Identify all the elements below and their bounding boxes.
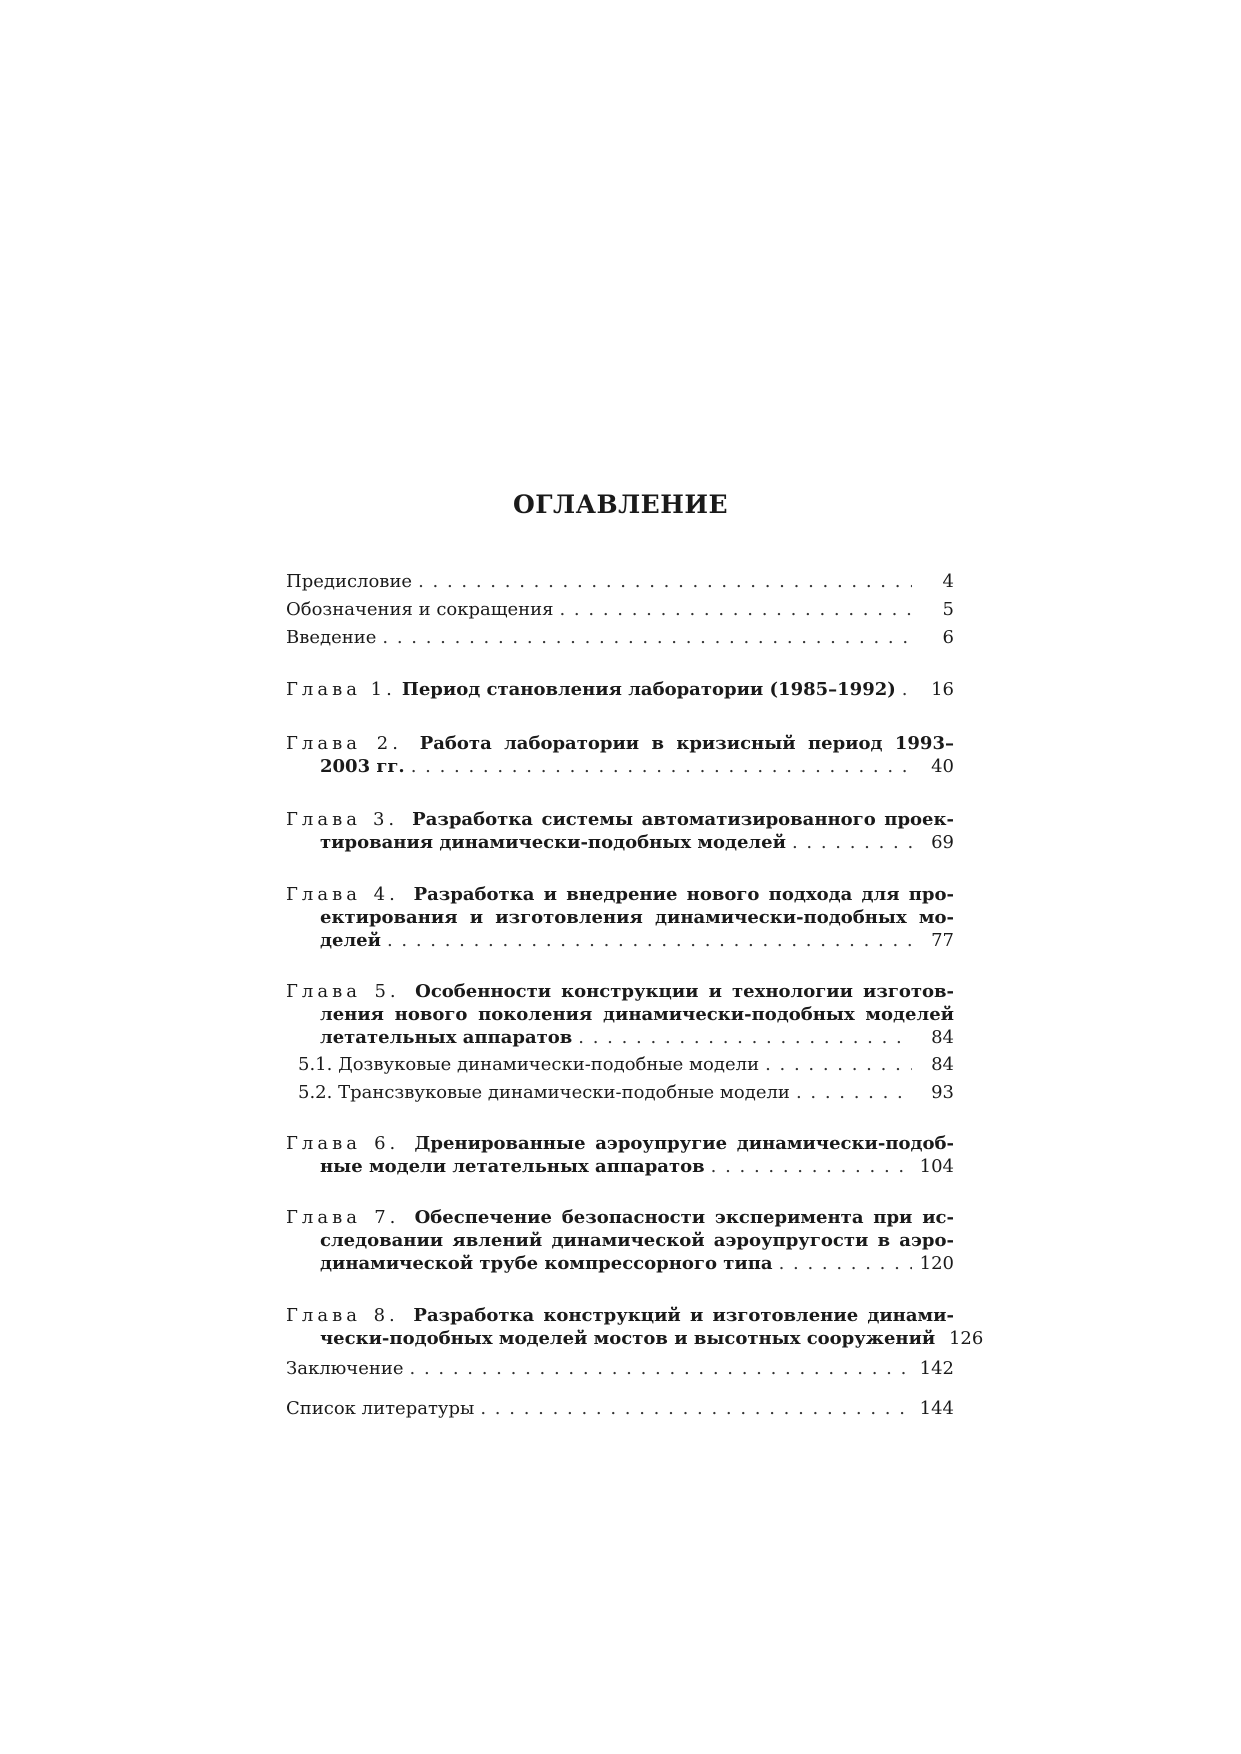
- page-number: 104: [919, 1156, 954, 1177]
- page-number: 142: [919, 1358, 954, 1379]
- leader-dots: [387, 929, 912, 952]
- chapter-title-line: ления нового поколения динамически-подобных моделей: [320, 1004, 954, 1025]
- chapter-prefix: Глава 5.: [286, 981, 400, 1002]
- chapter-title-line: ектирования и изготовления динамически-подобных мо-: [320, 907, 954, 928]
- toc-chapter-4[interactable]: [286, 883, 954, 952]
- leader-dots: [711, 1155, 912, 1178]
- page-number: 69: [931, 832, 954, 853]
- toc-chapter-3[interactable]: [286, 808, 954, 854]
- chapter-title-line: ные модели летательных аппаратов: [320, 1156, 705, 1177]
- chapter-prefix: Глава 8.: [286, 1305, 399, 1326]
- page-number: 120: [919, 1253, 954, 1274]
- leader-dots: [765, 1053, 912, 1076]
- chapter-title-line: Обеспечение безопасности эксперимента при ис-: [414, 1207, 954, 1228]
- toc-entry-label: Предисловие: [286, 571, 413, 592]
- chapter-title-line: летательных аппаратов: [320, 1027, 573, 1048]
- chapter-title-line: Работа лаборатории в кризисный период 1993–: [419, 733, 954, 754]
- chapter-prefix: Глава 2.: [286, 733, 402, 754]
- chapter-title-line: делей: [320, 930, 381, 951]
- toc-chapter-5[interactable]: [286, 980, 954, 1049]
- chapter-title-line: чески-подобных моделей мостов и высотных сооружений: [320, 1328, 936, 1349]
- toc-entry-conclusion[interactable]: [286, 1357, 954, 1380]
- leader-dots: [796, 1081, 912, 1104]
- toc-chapter-7[interactable]: [286, 1206, 954, 1275]
- leader-dots: [480, 1397, 912, 1420]
- toc-section-5-1[interactable]: [286, 1053, 954, 1076]
- chapter-title-line: Период становления лаборатории (1985–1992): [401, 679, 896, 700]
- toc-section-5-2[interactable]: [286, 1081, 954, 1104]
- chapter-title-line: тирования динамически-подобных моделей: [320, 832, 786, 853]
- leader-dots: [559, 598, 912, 621]
- leader-dots: [578, 1026, 912, 1049]
- chapter-title-line: Дренированные аэроупругие динамически-подоб-: [414, 1133, 954, 1154]
- page-number: 4: [942, 571, 954, 592]
- chapter-prefix: Глава 7.: [286, 1207, 400, 1228]
- chapter-prefix: Глава 1.: [286, 679, 396, 700]
- chapter-prefix: Глава 3.: [286, 809, 399, 830]
- page-number: 16: [931, 679, 954, 700]
- chapter-title-line: Разработка и внедрение нового подхода для про-: [413, 884, 954, 905]
- page-number: 77: [931, 930, 954, 951]
- toc-entry-label: Заключение: [286, 1358, 404, 1379]
- toc-entry-preface[interactable]: [286, 570, 954, 593]
- leader-dots: [410, 1357, 912, 1380]
- toc-entry-label: Список литературы: [286, 1398, 475, 1419]
- leader-dots: [792, 831, 912, 854]
- page-number: 126: [948, 1328, 984, 1349]
- chapter-title-line: Особенности конструкции и технологии изготов-: [415, 981, 954, 1002]
- leader-dots: [418, 570, 912, 593]
- toc-entry-label: 5.2. Трансзвуковые динамически-подобные модели: [298, 1082, 790, 1103]
- chapter-title-line: Разработка конструкций и изготовление динами-: [413, 1305, 954, 1326]
- toc-entry-label: 5.1. Дозвуковые динамически-подобные модели: [298, 1054, 760, 1075]
- page-number: 84: [931, 1027, 954, 1048]
- toc-entry-label: Введение: [286, 627, 377, 648]
- page-number: 40: [931, 756, 954, 777]
- page-number: 93: [931, 1082, 954, 1103]
- chapter-title-line: 2003 гг.: [320, 756, 405, 777]
- page-number: 5: [942, 599, 954, 620]
- toc-entry-label: Обозначения и сокращения: [286, 599, 554, 620]
- toc-chapter-1[interactable]: [286, 678, 954, 701]
- toc-entry-notation[interactable]: [286, 598, 954, 621]
- leader-dots: [779, 1252, 912, 1275]
- page-number: 6: [942, 627, 954, 648]
- toc-chapter-8[interactable]: [286, 1304, 984, 1350]
- leader-dots: [411, 755, 912, 778]
- toc-entry-references[interactable]: [286, 1397, 954, 1420]
- chapter-title-line: следовании явлений динамической аэроупругости в аэро-: [320, 1230, 954, 1251]
- page-number: 144: [919, 1398, 954, 1419]
- leader-dots: [382, 626, 912, 649]
- toc-chapter-6[interactable]: [286, 1132, 954, 1178]
- page-title: ОГЛАВЛЕНИЕ: [512, 490, 729, 519]
- toc-chapter-2[interactable]: [286, 732, 954, 778]
- leader-dots: [902, 678, 912, 701]
- page-number: 84: [931, 1054, 954, 1075]
- chapter-title-line: Разработка системы автоматизированного проек-: [412, 809, 954, 830]
- chapter-prefix: Глава 4.: [286, 884, 399, 905]
- chapter-title-line: динамической трубе компрессорного типа: [320, 1253, 773, 1274]
- chapter-prefix: Глава 6.: [286, 1133, 400, 1154]
- toc-entry-introduction[interactable]: [286, 626, 954, 649]
